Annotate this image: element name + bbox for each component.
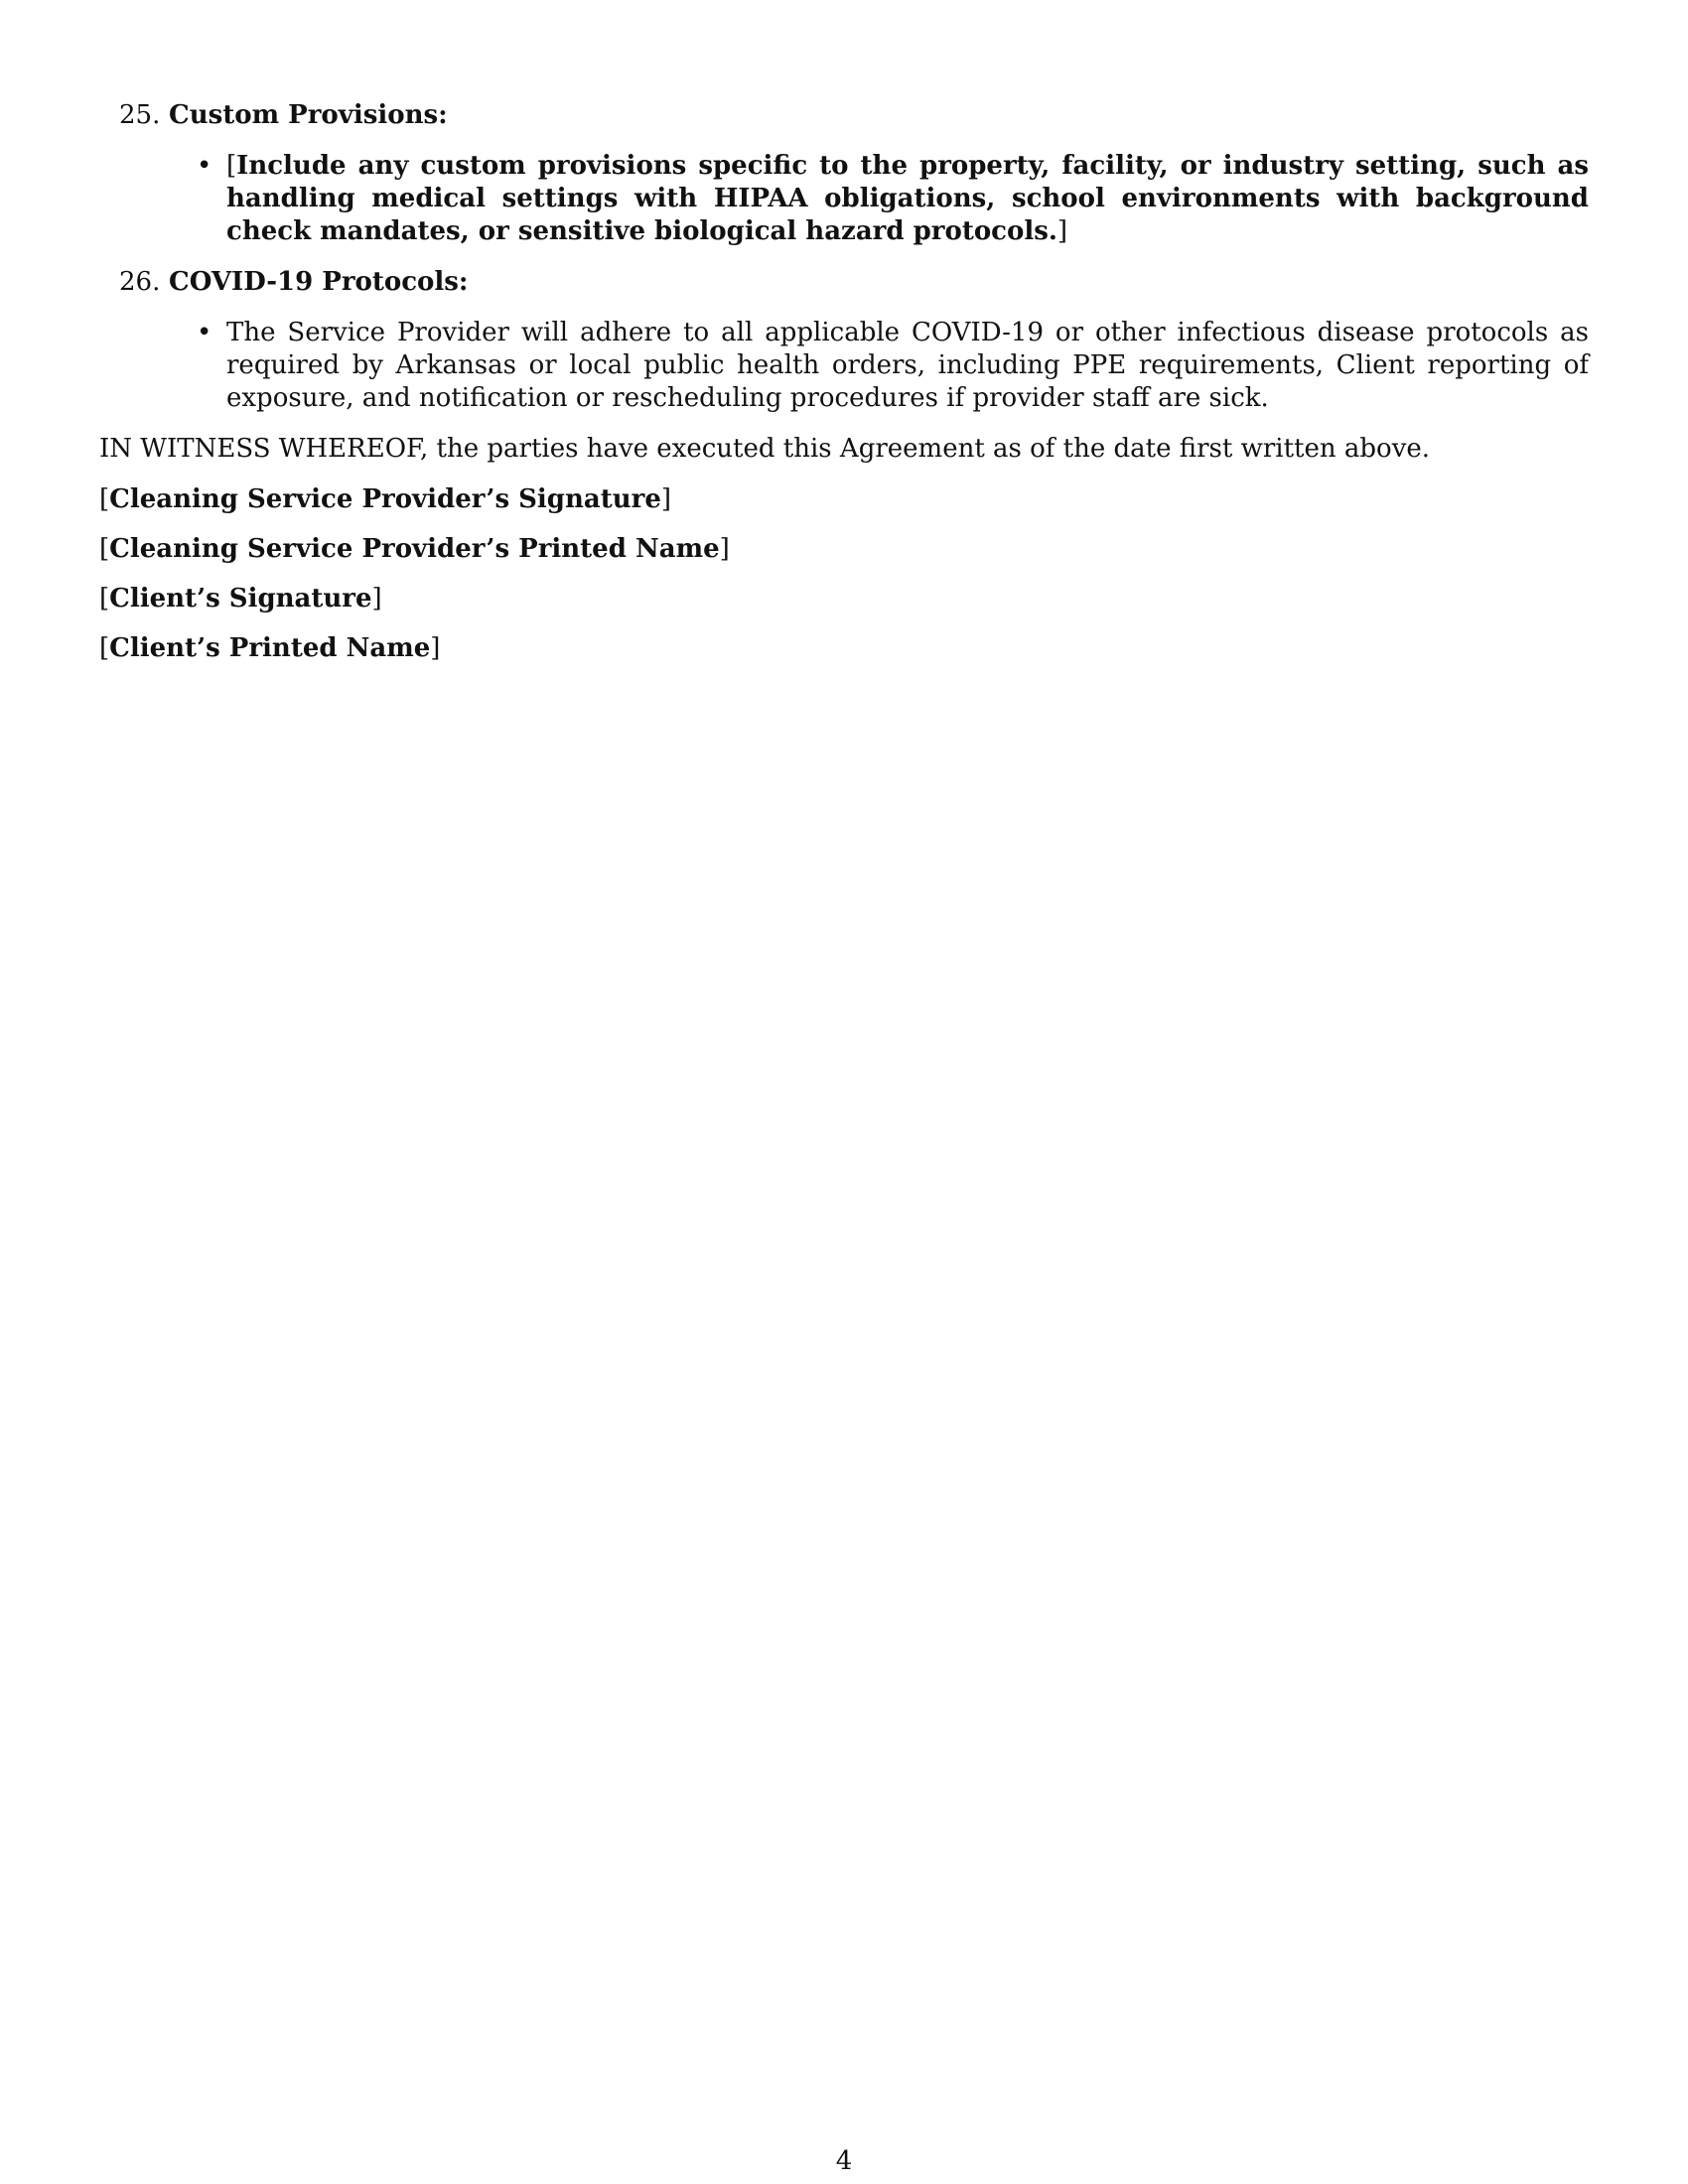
provider-name-label: Cleaning Service Provider’s Printed Name: [109, 534, 720, 564]
section-title: COVID-19 Protocols:: [169, 267, 469, 297]
section-covid-protocols: [99, 266, 1589, 415]
close-bracket: ]: [719, 534, 730, 564]
client-name-label: Client’s Printed Name: [109, 633, 431, 663]
section-heading: [99, 266, 1589, 299]
open-bracket: [: [99, 584, 110, 614]
bullet-item: [99, 317, 1589, 415]
close-bracket: ]: [430, 633, 441, 663]
provider-name-line: [99, 533, 1589, 566]
open-bracket: [: [99, 633, 110, 663]
section-heading: [99, 99, 1589, 132]
witness-paragraph: IN WITNESS WHEREOF, the parties have executed this Agreement as of the date first written above.: [99, 434, 1431, 464]
close-bracket: ]: [660, 484, 672, 514]
section-title: Custom Provisions:: [169, 100, 448, 130]
page-number: 4: [835, 2146, 853, 2176]
section-number: 25.: [119, 100, 161, 130]
open-bracket: [: [226, 151, 237, 181]
section-number: 26.: [119, 267, 161, 297]
close-bracket: ]: [1056, 216, 1068, 246]
document-page: [99, 99, 1589, 682]
bullet-list: [99, 150, 1589, 248]
open-bracket: [: [99, 484, 110, 514]
client-signature-line: [99, 583, 1589, 615]
open-bracket: [: [99, 534, 110, 564]
custom-provisions-text: Include any custom provisions specific to the property, facility, or industry setting, such as handling medical settings with HIPAA obligations, school environments with background check mandates, or sensitive biological hazard protocols.: [226, 151, 1589, 246]
provider-signature-line: [99, 483, 1589, 516]
bullet-list: [99, 317, 1589, 415]
section-custom-provisions: [99, 99, 1589, 248]
client-name-line: [99, 632, 1589, 665]
close-bracket: ]: [371, 584, 382, 614]
bullet-item: [99, 150, 1589, 248]
client-signature-label: Client’s Signature: [109, 584, 372, 614]
covid-protocols-text: The Service Provider will adhere to all applicable COVID-19 or other infectious disease protocols as required by Arkansas or local public health orders, including PPE requirements, Client reporting of exposure, and notification or rescheduling procedures if provider staff are sick.: [226, 318, 1589, 413]
provider-signature-label: Cleaning Service Provider’s Signature: [109, 484, 661, 514]
